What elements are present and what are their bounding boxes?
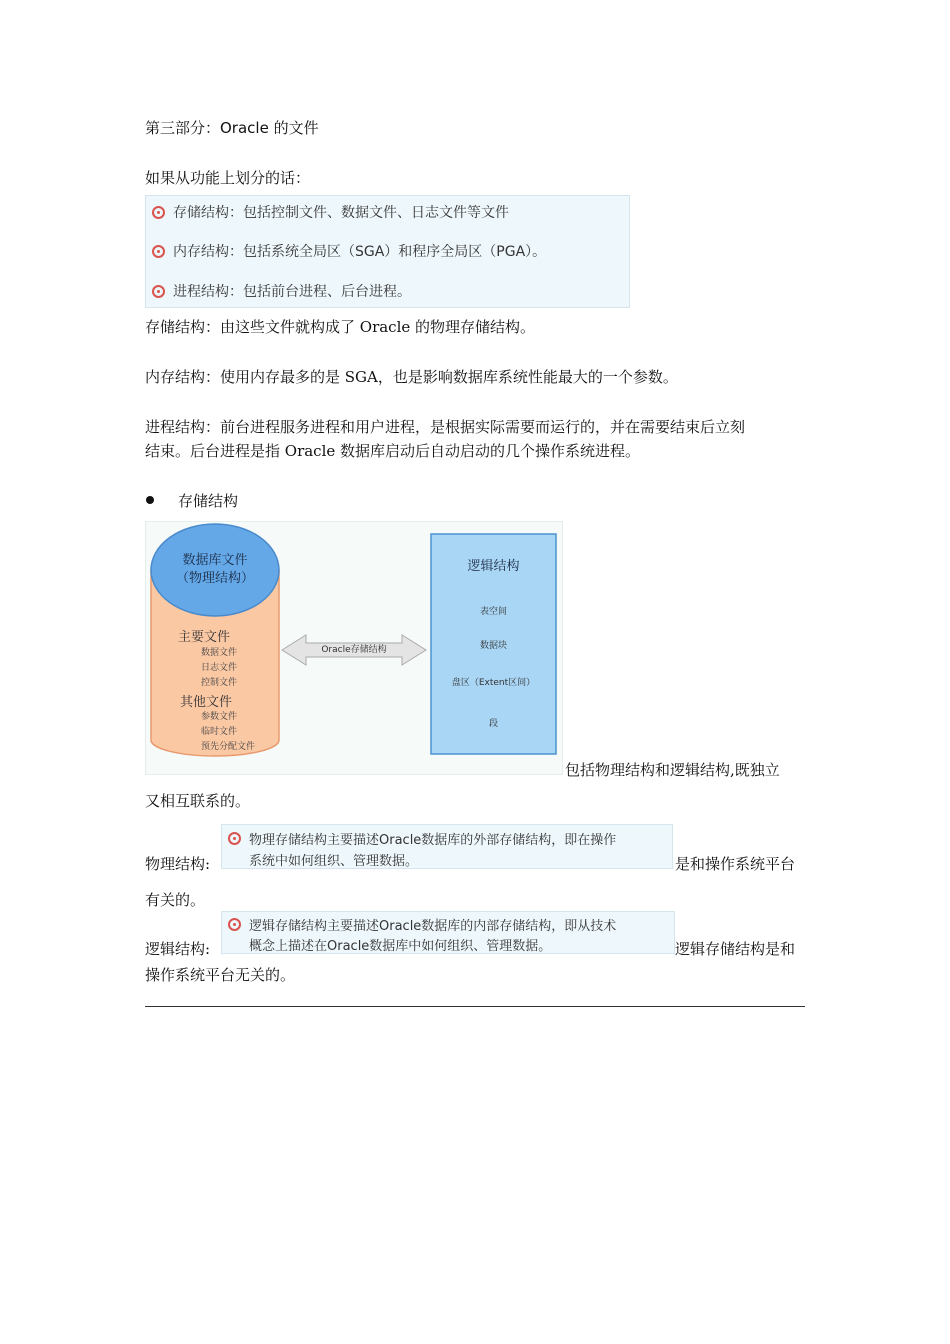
note-icon: [152, 206, 165, 219]
main-file-item: 控制文件: [201, 678, 238, 688]
physical-callout-row1: [228, 829, 616, 848]
memory-paragraph: 内存结构：使用内存最多的是 SGA，也是影响数据库系统性能最大的一个参数。: [145, 368, 678, 386]
logical-label: 逻辑结构:: [145, 940, 211, 958]
main-file-item: 日志文件: [201, 663, 238, 673]
intro-text: 如果从功能上划分的话：: [145, 169, 311, 187]
arrow-label: Oracle存储结构: [321, 645, 387, 655]
physical-callout-text: 系统中如何组织、管理数据。: [249, 854, 419, 869]
physical-suffix-line2: 有关的。: [145, 891, 206, 909]
callout-text: 进程结构：包括前台进程、后台进程。: [173, 284, 411, 300]
note-icon: [228, 918, 241, 931]
callout-text: 存储结构：包括控制文件、数据文件、日志文件等文件: [173, 205, 509, 221]
callout-row-storage: [152, 202, 509, 222]
process-paragraph-line2: 结束。后台进程是指 Oracle 数据库启动后自动启动的几个操作系统进程。: [145, 442, 641, 460]
other-files-list: [201, 710, 255, 755]
logical-suffix: 逻辑存储结构是和: [675, 940, 796, 958]
main-files-list: [201, 646, 237, 691]
physical-callout-text: 物理存储结构主要描述Oracle数据库的外部存储结构，即在操作: [249, 833, 617, 848]
cylinder-title-line2: （物理结构）: [175, 571, 254, 586]
horizontal-divider: [145, 1006, 805, 1007]
main-files-label: 主要文件: [178, 630, 231, 645]
physical-callout-row2: [249, 850, 418, 869]
other-file-item: 预先分配文件: [201, 742, 256, 752]
page-heading: 第三部分：Oracle 的文件: [145, 119, 319, 137]
logical-title: 逻辑结构: [467, 559, 520, 574]
logical-suffix-line2: 操作系统平台无关的。: [145, 966, 296, 984]
note-icon: [228, 832, 241, 845]
diagram-caption-line2: 又相互联系的。: [145, 792, 251, 810]
logical-callout-row2: [249, 935, 551, 954]
logical-item: 盘区（Extent区间）: [451, 678, 536, 688]
physical-callout: [221, 824, 673, 869]
process-paragraph-line1: 进程结构：前台进程服务进程和用户进程，是根据实际需要而运行的，并在需要结束后立刻: [145, 418, 746, 436]
storage-diagram: [145, 521, 563, 775]
diagram-caption-line1: 包括物理结构和逻辑结构,既独立: [565, 761, 780, 779]
main-file-item: 数据文件: [201, 648, 238, 658]
cylinder-title: [146, 552, 284, 588]
logical-callout: [221, 911, 675, 954]
physical-label: 物理结构:: [145, 855, 211, 873]
other-file-item: 临时文件: [201, 727, 238, 737]
other-files-label: 其他文件: [180, 695, 233, 710]
physical-suffix: 是和操作系统平台: [675, 855, 796, 873]
bullet-label: 存储结构: [178, 492, 239, 510]
logical-callout-row1: [228, 915, 616, 934]
function-callout: [145, 195, 630, 308]
logical-item: 数据块: [479, 641, 507, 651]
bullet-dot-icon: [146, 496, 154, 504]
callout-row-process: [152, 281, 411, 301]
storage-paragraph: 存储结构：由这些文件就构成了 Oracle 的物理存储结构。: [145, 318, 536, 336]
logical-callout-text: 概念上描述在Oracle数据库中如何组织、管理数据。: [249, 939, 552, 954]
callout-text: 内存结构：包括系统全局区（SGA）和程序全局区（PGA）。: [173, 244, 547, 260]
logical-item: 表空间: [479, 607, 507, 617]
cylinder-title-line1: 数据库文件: [182, 553, 248, 568]
other-file-item: 参数文件: [201, 712, 238, 722]
note-icon: [152, 245, 165, 258]
logical-callout-text: 逻辑存储结构主要描述Oracle数据库的内部存储结构，即从技术: [249, 919, 617, 934]
callout-row-memory: [152, 241, 546, 261]
logical-item: 段: [488, 719, 498, 729]
note-icon: [152, 285, 165, 298]
